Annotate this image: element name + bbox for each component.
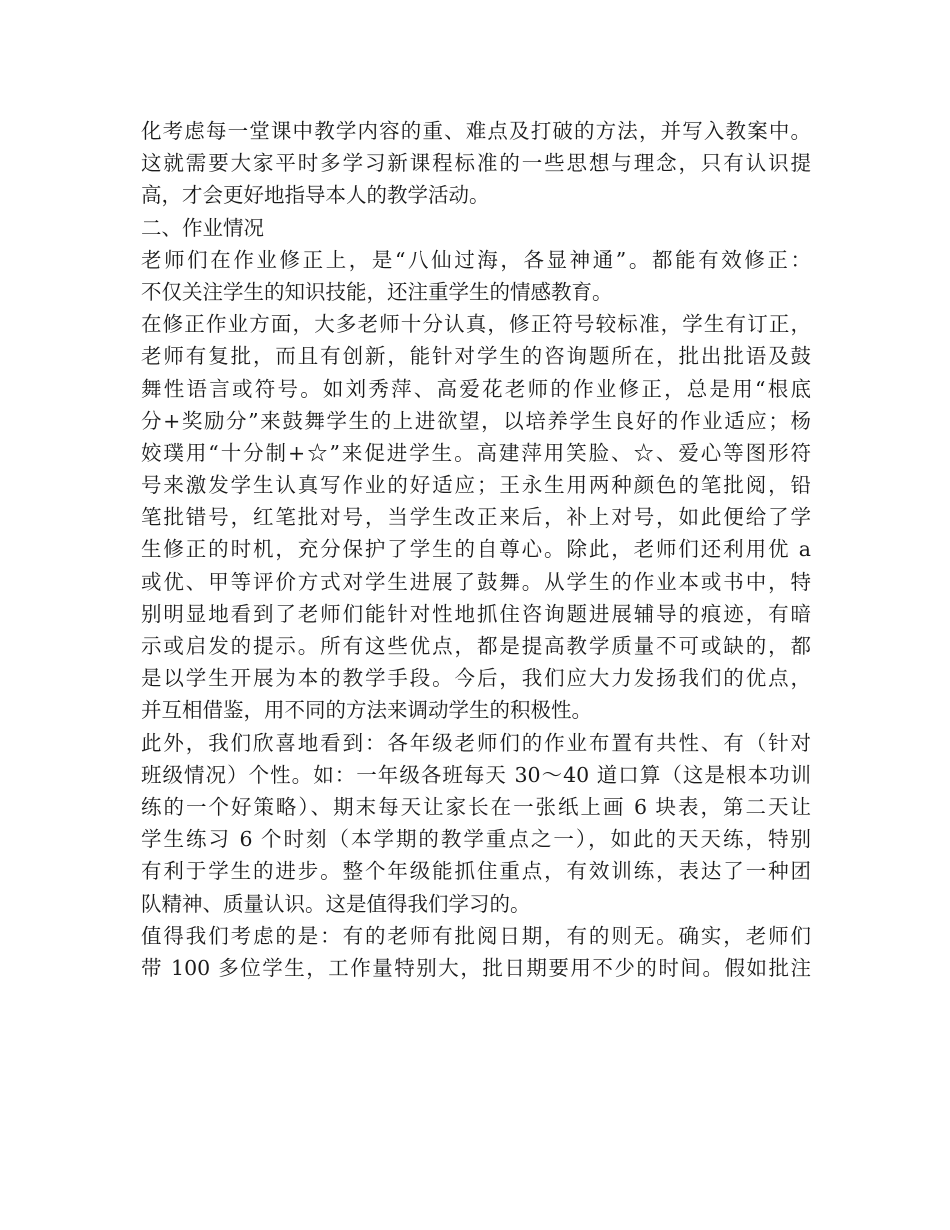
text-line: 学生练习 6 个时刻（本学期的教学重点之一），如此的天天练，特别 — [141, 827, 811, 852]
text-line: 老师有复批，而且有创新，能针对学生的咨询题所在，批出批语及鼓 — [141, 344, 811, 369]
text-line: 是以学生开展为本的教学手段。今后，我们应大力发扬我们的优点， — [141, 666, 811, 691]
text-line: 值得我们考虑的是：有的老师有批阅日期，有的则无。确实，老师们 — [141, 923, 811, 948]
text-line: 示或启发的提示。所有这些优点，都是提高教学质量不可或缺的，都 — [141, 634, 811, 658]
text-line: 练的一个好策略）、期末每天让家长在一张纸上画 6 块表，第二天让 — [141, 794, 811, 819]
text-line: 或优、甲等评价方式对学生进展了鼓舞。从学生的作业本或书中，特 — [141, 569, 811, 594]
text-line: 此外，我们欣喜地看到：各年级老师们的作业布置有共性、有（针对 — [141, 730, 811, 755]
text-line: 不仅关注学生的知识技能，还注重学生的情感教育。 — [141, 279, 613, 304]
text-line: 化考虑每一堂课中教学内容的重、难点及打破的方法，并写入教案中。 — [141, 119, 811, 143]
text-line: 别明显地看到了老师们能针对性地抓住咨询题进展辅导的痕迹，有暗 — [141, 601, 811, 626]
text-line: 班级情况）个性。如：一年级各班每天 30～40 道口算（这是根本功训 — [141, 762, 811, 787]
text-line: 分+奖励分”来鼓舞学生的上进欲望，以培养学生良好的作业适应；杨 — [141, 408, 811, 433]
text-line: 队精神、质量认识。这是值得我们学习的。 — [141, 891, 531, 916]
text-line: 这就需要大家平时多学习新课程标准的一些思想与理念，只有认识提 — [141, 151, 811, 176]
text-line: 带 100 多位学生，工作量特别大，批日期要用不少的时间。假如批注 — [141, 955, 811, 980]
text-line: 高，才会更好地指导本人的教学活动。 — [141, 183, 490, 208]
text-line: 有利于学生的进步。整个年级能抓住重点，有效训练，表达了一种团 — [141, 859, 811, 884]
text-line: 生修正的时机，充分保护了学生的自尊心。除此，老师们还利用优 a — [141, 537, 811, 562]
text-line: 舞性语言或符号。如刘秀萍、高爱花老师的作业修正，总是用“根底 — [141, 376, 811, 401]
section-heading: 二、作业情况 — [141, 215, 264, 240]
text-line: 老师们在作业修正上，是“八仙过海，各显神通”。都能有效修正： — [141, 247, 811, 272]
text-line: 笔批错号，红笔批对号，当学生改正来后，补上对号，如此便给了学 — [141, 505, 811, 530]
text-line: 号来激发学生认真写作业的好适应；王永生用两种颜色的笔批阅，铅 — [141, 473, 811, 498]
document-body — [141, 115, 811, 984]
text-line: 在修正作业方面，大多老师十分认真，修正符号较标准，学生有订正， — [141, 312, 811, 337]
text-line: 姣璞用“十分制+☆”来促进学生。高建萍用笑脸、☆、爱心等图形符 — [141, 440, 811, 465]
text-line: 并互相借鉴，用不同的方法来调动学生的积极性。 — [141, 698, 592, 723]
